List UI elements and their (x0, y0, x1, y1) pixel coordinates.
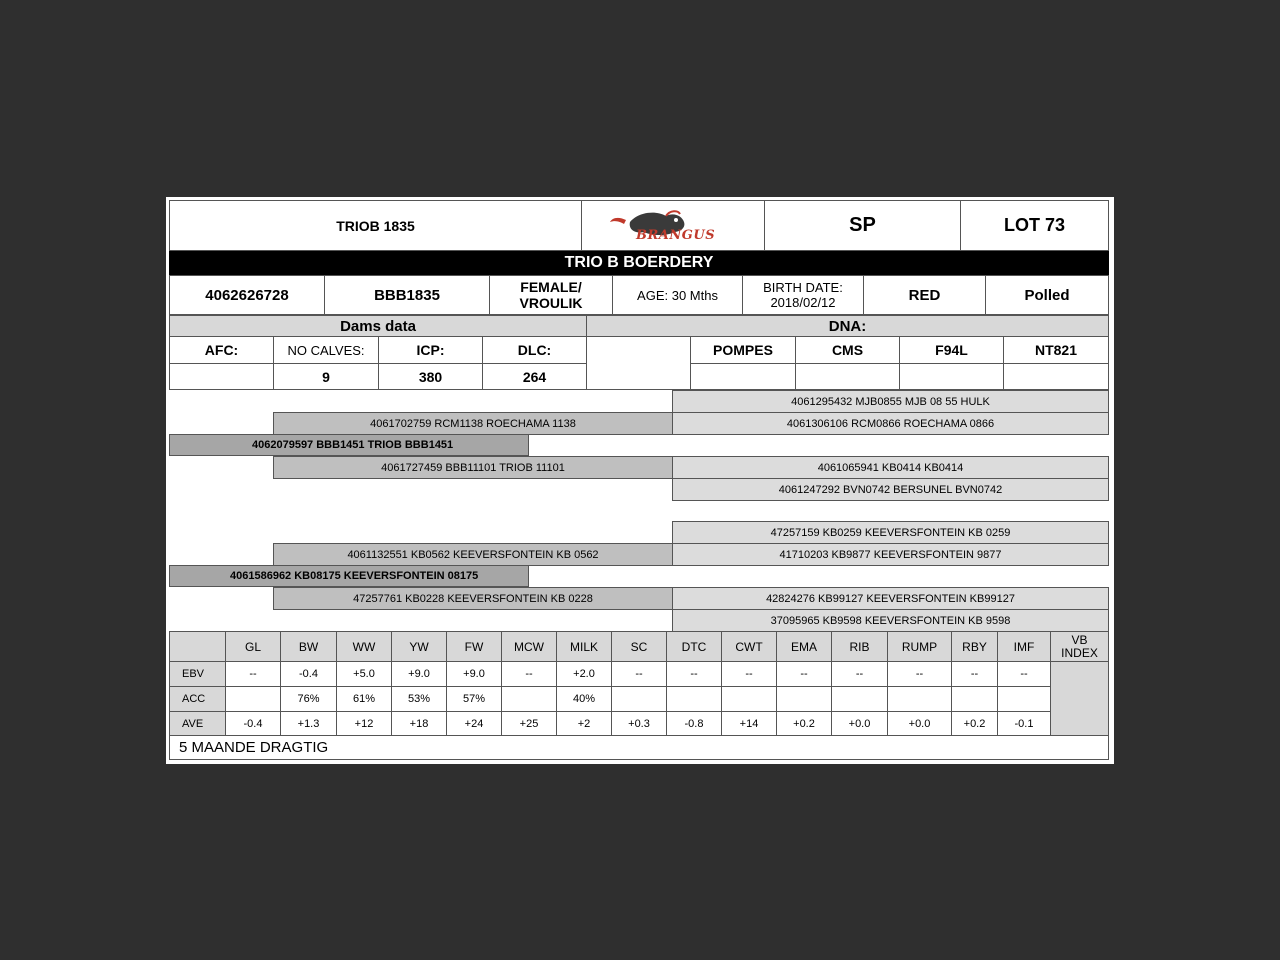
calves-value: 9 (273, 363, 379, 390)
brangus-logo (581, 200, 765, 251)
birth-date-value: 2018/02/12 (770, 295, 836, 310)
id-number: 4062626728 (169, 275, 325, 315)
animal-name: TRIOB 1835 (169, 200, 582, 251)
dna-test-cms: CMS (795, 336, 900, 364)
ebv-col-vb-index (1050, 631, 1109, 662)
ebv-cell-ave-cwt: +14 (721, 711, 777, 736)
dna-blank (586, 336, 691, 390)
ebv-cell-ave-dtc: -0.8 (666, 711, 722, 736)
dna-test-pompes: POMPES (690, 336, 796, 364)
ebv-col-sc: SC (611, 631, 667, 662)
vb-label-1: VB (1071, 632, 1088, 647)
ebv-cell-ave-gl: -0.4 (225, 711, 281, 736)
pedigree-sire-dam-sire: 4061065941 KB0414 KB0414 (672, 456, 1109, 479)
ebv-col-ww: WW (336, 631, 392, 662)
dna-test-f94l: F94L (899, 336, 1004, 364)
dna-result-f94l (899, 363, 1004, 390)
ebv-cell-acc-sc (611, 686, 667, 712)
ebv-col-rby: RBY (951, 631, 998, 662)
ebv-cell-acc-ww: 61% (336, 686, 392, 712)
lot-number: LOT 73 (960, 200, 1109, 251)
pedigree-dam-dam: 47257761 KB0228 KEEVERSFONTEIN KB 0228 (273, 587, 673, 610)
registration-name: BBB1835 (324, 275, 490, 315)
ebv-col-imf: IMF (997, 631, 1051, 662)
colour: RED (863, 275, 986, 315)
ebv-cell-ave-ema: +0.2 (776, 711, 832, 736)
ebv-cell-ebv-gl: -- (225, 661, 281, 687)
ebv-cell-acc-ema (776, 686, 832, 712)
ebv-cell-acc-mcw (501, 686, 557, 712)
ebv-cell-ave-yw: +18 (391, 711, 447, 736)
ebv-cell-ebv-yw: +9.0 (391, 661, 447, 687)
calves-label: NO CALVES: (273, 336, 379, 364)
ebv-col-rump: RUMP (887, 631, 952, 662)
ebv-cell-ebv-mcw: -- (501, 661, 557, 687)
pedigree-sire: 4062079597 BBB1451 TRIOB BBB1451 (169, 434, 529, 456)
dlc-label: DLC: (482, 336, 587, 364)
age: AGE: 30 Mths (612, 275, 743, 315)
ebv-cell-ave-rump: +0.0 (887, 711, 952, 736)
ebv-col-cwt: CWT (721, 631, 777, 662)
ebv-cell-ebv-sc: -- (611, 661, 667, 687)
ebv-cell-acc-fw: 57% (446, 686, 502, 712)
ebv-cell-ebv-rump: -- (887, 661, 952, 687)
ebv-cell-ebv-ema: -- (776, 661, 832, 687)
pedigree-dam-dam-sire: 42824276 KB99127 KEEVERSFONTEIN KB99127 (672, 587, 1109, 610)
ebv-cell-acc-cwt (721, 686, 777, 712)
lot-card-inner (169, 200, 1109, 760)
ebv-col-ema: EMA (776, 631, 832, 662)
logo-text: BRANGUS (636, 228, 716, 243)
sex (489, 275, 613, 315)
polled-status: Polled (985, 275, 1109, 315)
ebv-col-gl: GL (225, 631, 281, 662)
ebv-col-mcw: MCW (501, 631, 557, 662)
pedigree-sire-sire: 4061702759 RCM1138 ROECHAMA 1138 (273, 412, 673, 435)
ebv-cell-ave-fw: +24 (446, 711, 502, 736)
dna-result-nt821 (1003, 363, 1109, 390)
ebv-cell-ave-rib: +0.0 (831, 711, 888, 736)
ebv-cell-ebv-rib: -- (831, 661, 888, 687)
ebv-col-fw: FW (446, 631, 502, 662)
ebv-cell-ebv-bw: -0.4 (280, 661, 337, 687)
ebv-cell-acc-imf (997, 686, 1051, 712)
pedigree-dam-sire-dam: 41710203 KB9877 KEEVERSFONTEIN 9877 (672, 543, 1109, 566)
afc-label: AFC: (169, 336, 274, 364)
pedigree-sire-dam: 4061727459 BBB11101 TRIOB 11101 (273, 456, 673, 479)
ebv-cell-ebv-rby: -- (951, 661, 998, 687)
pedigree-sire-sire-dam: 4061306106 RCM0866 ROECHAMA 0866 (672, 412, 1109, 435)
ebv-cell-ebv-milk: +2.0 (556, 661, 612, 687)
ebv-cell-ave-milk: +2 (556, 711, 612, 736)
dlc-value: 264 (482, 363, 587, 390)
dams-data-title: Dams data (169, 315, 587, 337)
dna-test-nt821: NT821 (1003, 336, 1109, 364)
birth-date-label: BIRTH DATE: (763, 280, 843, 295)
vb-index-value (1050, 661, 1109, 736)
ebv-cell-ave-ww: +12 (336, 711, 392, 736)
pedigree-dam-sire: 4061132551 KB0562 KEEVERSFONTEIN KB 0562 (273, 543, 673, 566)
sex-line-2: VROULIK (519, 295, 583, 311)
ebv-cell-ave-mcw: +25 (501, 711, 557, 736)
ebv-cell-ebv-dtc: -- (666, 661, 722, 687)
birth-date (742, 275, 864, 315)
sex-line-1: FEMALE/ (520, 279, 582, 295)
pedigree-sire-dam-dam: 4061247292 BVN0742 BERSUNEL BVN0742 (672, 478, 1109, 501)
lot-card (166, 197, 1114, 764)
category-badge: SP (764, 200, 961, 251)
ebv-col-yw: YW (391, 631, 447, 662)
ebv-cell-ave-rby: +0.2 (951, 711, 998, 736)
icp-value: 380 (378, 363, 483, 390)
ebv-cell-ebv-imf: -- (997, 661, 1051, 687)
ebv-cell-acc-bw: 76% (280, 686, 337, 712)
ebv-corner (169, 631, 226, 662)
ebv-cell-ave-sc: +0.3 (611, 711, 667, 736)
ebv-cell-acc-dtc (666, 686, 722, 712)
ebv-cell-acc-gl (225, 686, 281, 712)
ebv-row-label-ave: AVE (169, 711, 226, 736)
dna-title: DNA: (586, 315, 1109, 337)
ebv-cell-acc-yw: 53% (391, 686, 447, 712)
ebv-col-bw: BW (280, 631, 337, 662)
dna-result-pompes (690, 363, 796, 390)
pedigree-dam-dam-dam: 37095965 KB9598 KEEVERSFONTEIN KB 9598 (672, 609, 1109, 632)
vb-label-2: INDEX (1061, 645, 1098, 660)
afc-value (169, 363, 274, 390)
breeder-bar: TRIO B BOERDERY (169, 251, 1109, 275)
comment: 5 MAANDE DRAGTIG (169, 735, 1109, 760)
icp-label: ICP: (378, 336, 483, 364)
ebv-cell-acc-rib (831, 686, 888, 712)
ebv-cell-ebv-ww: +5.0 (336, 661, 392, 687)
ebv-col-milk: MILK (556, 631, 612, 662)
ebv-cell-ebv-fw: +9.0 (446, 661, 502, 687)
pedigree-dam: 4061586962 KB08175 KEEVERSFONTEIN 08175 (169, 565, 529, 587)
ebv-row-label-acc: ACC (169, 686, 226, 712)
ebv-cell-acc-milk: 40% (556, 686, 612, 712)
ebv-cell-acc-rump (887, 686, 952, 712)
ebv-cell-ave-imf: -0.1 (997, 711, 1051, 736)
ebv-cell-ebv-cwt: -- (721, 661, 777, 687)
ebv-row-label-ebv: EBV (169, 661, 226, 687)
ebv-col-rib: RIB (831, 631, 888, 662)
dna-result-cms (795, 363, 900, 390)
pedigree-sire-sire-sire: 4061295432 MJB0855 MJB 08 55 HULK (672, 390, 1109, 413)
ebv-cell-ave-bw: +1.3 (280, 711, 337, 736)
ebv-cell-acc-rby (951, 686, 998, 712)
ebv-col-dtc: DTC (666, 631, 722, 662)
pedigree-dam-sire-sire: 47257159 KB0259 KEEVERSFONTEIN KB 0259 (672, 521, 1109, 544)
